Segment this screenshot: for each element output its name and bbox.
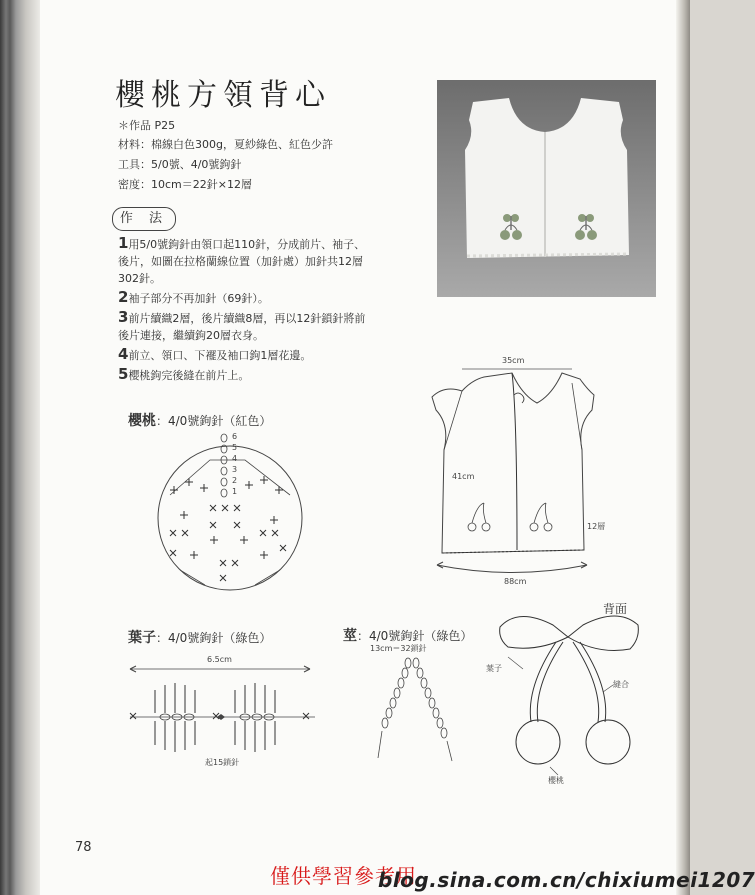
cherry-round-5: 5 [232, 443, 238, 452]
materials-tools: 工具：5/0號、4/0號鉤針 [118, 158, 242, 171]
materials-gauge: 密度：10cm＝22針×12層 [118, 178, 252, 191]
leaf-stitch-chart [125, 655, 325, 770]
back-view-diagram [478, 597, 658, 797]
page-title: 櫻桃方領背心 [115, 78, 331, 113]
materials-yarn: 材料：棉線白色300g，夏紗綠色、紅色少許 [118, 138, 333, 151]
vest-top-width: 35cm [502, 356, 525, 365]
cherry-stitch-chart [150, 430, 310, 595]
blog-url: blog.sina.com.cn/chixiumei1207 [378, 868, 755, 892]
cherry-round-3: 3 [232, 465, 238, 474]
back-leaf-label: 葉子 [486, 664, 502, 673]
stem-length: 13cm＝32鎖針 [370, 644, 427, 653]
leaf-width: 6.5cm [207, 655, 232, 664]
cherry-round-4: 4 [232, 454, 238, 463]
cherry-label: 櫻桃：4/0號鉤針（紅色） [128, 413, 272, 429]
work-ref: ＊作品 P25 [118, 119, 176, 132]
step-1: 1用5/0號鉤針由領口起110針，分成前片、袖子、後片，如圖在拉格蘭線位置（加針處）加針共12層302針。 [118, 234, 366, 285]
method-heading: 作 法 [112, 207, 176, 231]
vest-hem: 88cm [504, 577, 527, 586]
vest-schematic [422, 355, 612, 595]
cherry-round-1: 1 [232, 487, 238, 496]
page-number: 78 [75, 840, 92, 855]
book-spine [0, 0, 40, 895]
back-cherry-label: 櫻桃 [548, 776, 564, 785]
leaf-start: 起15鎖針 [205, 758, 240, 767]
watermark-text: 僅供學習參考用 [270, 864, 417, 888]
page-edge [676, 0, 690, 895]
step-3: 3前片續織2層，後片續織8層，再以12針鎖針將前後片連接，繼續鉤20層衣身。 [118, 308, 366, 342]
back-view-title: 背面 [603, 602, 628, 616]
leaf-label: 葉子：4/0號鉤針（綠色） [128, 630, 272, 646]
stem-label: 莖：4/0號鉤針（綠色） [343, 628, 473, 644]
step-2: 2袖子部分不再加針（69針）。 [118, 288, 269, 306]
vest-rows: 12層 [587, 522, 606, 531]
steps-list [118, 235, 373, 386]
vest-photo [437, 80, 656, 297]
back-sew-label: 縫合 [613, 680, 629, 689]
step-5: 5櫻桃鉤完後縫在前片上。 [118, 365, 250, 383]
step-4: 4前立、領口、下襬及袖口鉤1層花邊。 [118, 345, 312, 363]
stem-stitch-chart [370, 643, 470, 763]
vest-length: 41cm [452, 472, 475, 481]
cherry-round-6: 6 [232, 432, 238, 441]
cherry-round-2: 2 [232, 476, 238, 485]
